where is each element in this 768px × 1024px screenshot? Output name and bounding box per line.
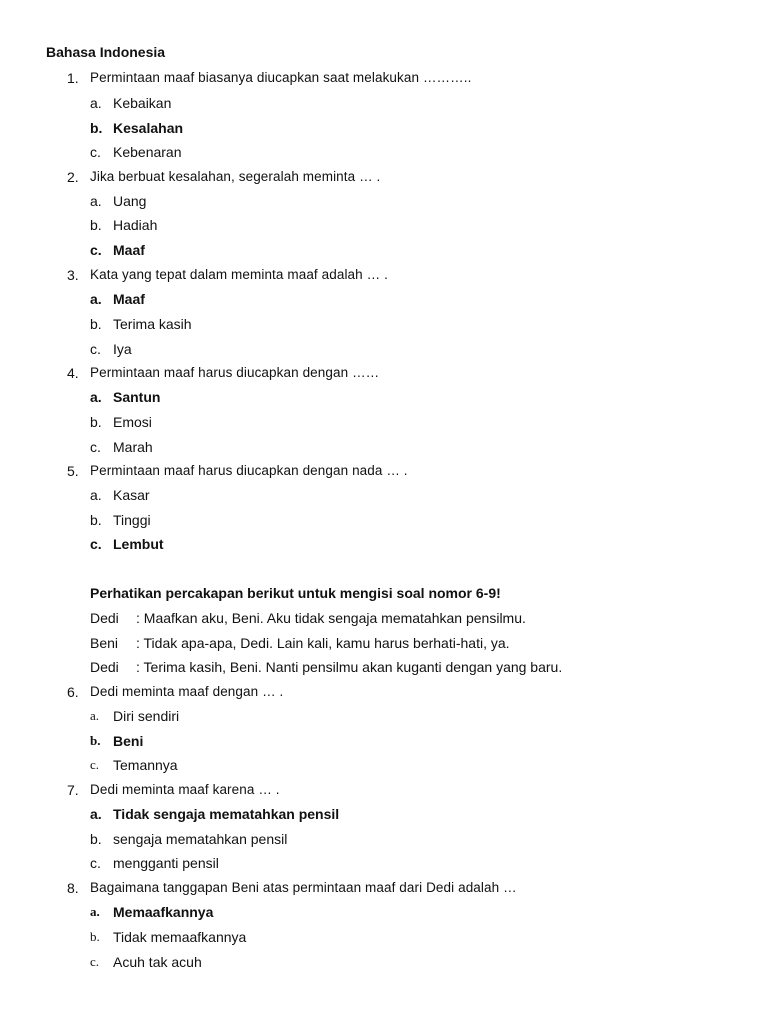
option-text: Temannya: [113, 757, 178, 773]
option-text: Hadiah: [113, 217, 158, 233]
option-5c: [0, 534, 768, 554]
option-text: Kesalahan: [113, 120, 184, 136]
option-letter: b.: [90, 414, 102, 430]
option-letter: c.: [90, 757, 100, 772]
question-number: 4.: [67, 365, 79, 381]
option-2a: [0, 191, 768, 211]
option-letter: c.: [90, 144, 101, 160]
option-text: Tidak memaafkannya: [113, 929, 247, 945]
option-letter: b.: [90, 120, 103, 136]
option-text: Tinggi: [113, 512, 151, 528]
option-letter: a.: [90, 708, 100, 723]
option-letter: a.: [90, 806, 102, 822]
question-number: 3.: [67, 267, 79, 283]
option-3a: [0, 289, 768, 309]
question-text: Permintaan maaf biasanya diucapkan saat melakukan ………..: [90, 70, 472, 85]
question-number: 1.: [67, 70, 79, 86]
option-text: Iya: [113, 341, 132, 357]
option-text: Kebaikan: [113, 95, 172, 111]
option-8b: [0, 927, 768, 947]
option-letter: c.: [90, 341, 101, 357]
option-1c: [0, 142, 768, 162]
dialogue-speaker: Dedi: [90, 659, 119, 675]
option-letter: c.: [90, 536, 102, 552]
dialogue-speaker: Beni: [90, 635, 119, 651]
option-text: Terima kasih: [113, 316, 192, 332]
option-text: Beni: [113, 733, 144, 749]
dialogue-text: : Tidak apa-apa, Dedi. Lain kali, kamu harus berhati-hati, ya.: [136, 635, 510, 651]
option-3c: [0, 339, 768, 359]
option-text: Memaafkannya: [113, 904, 214, 920]
question-number: 8.: [67, 880, 79, 896]
option-letter: b.: [90, 733, 101, 748]
dialogue-line-3: [0, 657, 768, 677]
option-text: Tidak sengaja mematahkan pensil: [113, 806, 340, 822]
question-text: Permintaan maaf harus diucapkan dengan ……: [90, 365, 380, 380]
option-letter: c.: [90, 855, 101, 871]
question-6: [0, 682, 768, 702]
option-text: Lembut: [113, 536, 164, 552]
option-text: Emosi: [113, 414, 152, 430]
dialogue-line-1: [0, 608, 768, 628]
option-7b: [0, 829, 768, 849]
question-number: 2.: [67, 169, 79, 185]
question-8: [0, 878, 768, 898]
question-1: [0, 68, 768, 88]
question-4: [0, 363, 768, 383]
option-7a: [0, 804, 768, 824]
question-text: Dedi meminta maaf dengan … .: [90, 684, 284, 699]
question-text: Dedi meminta maaf karena … .: [90, 782, 280, 797]
option-text: Maaf: [113, 242, 145, 258]
question-text: Jika berbuat kesalahan, segeralah meminta … .: [90, 169, 381, 184]
option-letter: a.: [90, 904, 100, 919]
option-6a: [0, 706, 768, 726]
option-letter: a.: [90, 95, 102, 111]
option-letter: a.: [90, 193, 102, 209]
option-letter: b.: [90, 316, 102, 332]
question-text: Permintaan maaf harus diucapkan dengan nada … .: [90, 463, 408, 478]
option-8a: [0, 902, 768, 922]
option-4b: [0, 412, 768, 432]
option-text: Diri sendiri: [113, 708, 180, 724]
option-text: mengganti pensil: [113, 855, 219, 871]
option-letter: c.: [90, 954, 100, 969]
question-text: Bagaimana tanggapan Beni atas permintaan maaf dari Dedi adalah …: [90, 880, 517, 895]
option-6b: [0, 731, 768, 751]
option-3b: [0, 314, 768, 334]
option-letter: a.: [90, 389, 102, 405]
question-number: 7.: [67, 782, 79, 798]
option-2c: [0, 240, 768, 260]
option-5a: [0, 485, 768, 505]
option-6c: [0, 755, 768, 775]
option-5b: [0, 510, 768, 530]
dialogue-line-2: [0, 633, 768, 653]
question-number: 6.: [67, 684, 79, 700]
option-text: Acuh tak acuh: [113, 954, 202, 970]
option-text: Maaf: [113, 291, 145, 307]
dialogue-speaker: Dedi: [90, 610, 119, 626]
question-7: [0, 780, 768, 800]
dialogue-text: : Terima kasih, Beni. Nanti pensilmu akan kuganti dengan yang baru.: [136, 659, 563, 675]
option-text: Uang: [113, 193, 147, 209]
option-text: Kasar: [113, 487, 150, 503]
option-letter: b.: [90, 217, 102, 233]
document-title: Bahasa Indonesia: [46, 44, 166, 60]
option-text: Kebenaran: [113, 144, 182, 160]
option-letter: a.: [90, 291, 102, 307]
question-5: [0, 461, 768, 481]
option-letter: b.: [90, 929, 100, 944]
option-4c: [0, 437, 768, 457]
option-letter: b.: [90, 831, 102, 847]
option-2b: [0, 215, 768, 235]
option-text: Marah: [113, 439, 153, 455]
question-text: Kata yang tepat dalam meminta maaf adalah … .: [90, 267, 388, 282]
option-1b: [0, 118, 768, 138]
option-letter: c.: [90, 439, 101, 455]
option-4a: [0, 387, 768, 407]
option-letter: a.: [90, 487, 102, 503]
instruction: [0, 583, 768, 603]
question-2: [0, 167, 768, 187]
option-8c: [0, 952, 768, 972]
dialogue-text: : Maafkan aku, Beni. Aku tidak sengaja mematahkan pensilmu.: [136, 610, 526, 626]
question-3: [0, 265, 768, 285]
option-letter: b.: [90, 512, 102, 528]
instruction-text: Perhatikan percakapan berikut untuk mengisi soal nomor 6-9!: [90, 585, 501, 601]
option-7c: [0, 853, 768, 873]
option-text: Santun: [113, 389, 161, 405]
option-1a: [0, 93, 768, 113]
option-text: sengaja mematahkan pensil: [113, 831, 288, 847]
option-letter: c.: [90, 242, 102, 258]
question-number: 5.: [67, 463, 79, 479]
